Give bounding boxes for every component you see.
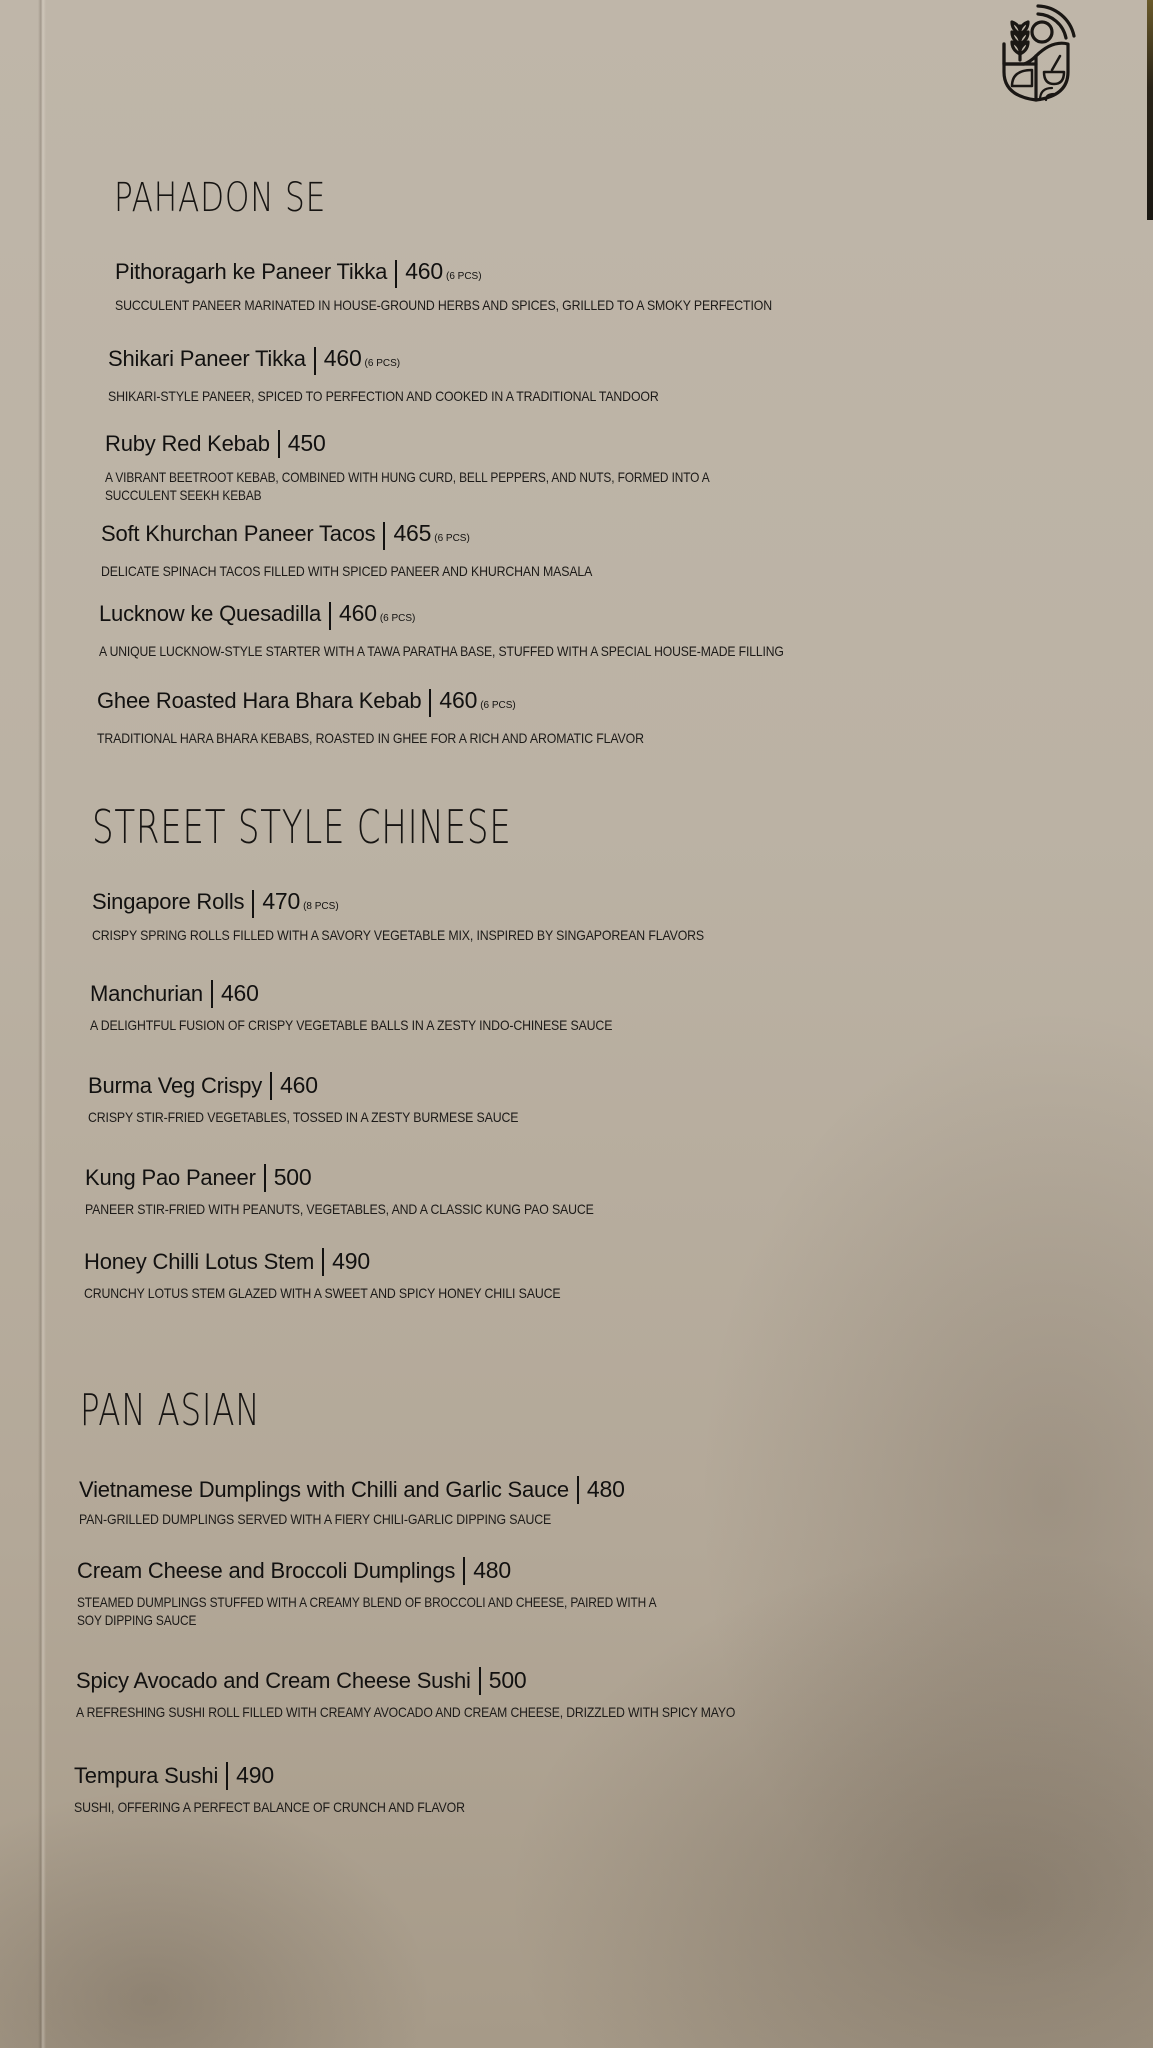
item-quantity: (8 PCS) [303,901,339,912]
section-title-pan-asian: PAN ASIAN [80,1385,261,1436]
item-price: 470 [262,888,301,914]
menu-item [97,687,718,747]
item-heading [105,430,816,458]
item-description: A UNIQUE LUCKNOW-STYLE STARTER WITH A TAWA PARATHA BASE, STUFFED WITH A SPECIAL HOUSE-MADE FILLING [99,643,784,659]
item-heading [101,520,659,552]
separator [479,1667,481,1695]
item-description-line: A VIBRANT BEETROOT KEBAB, COMBINED WITH HUNG CURD, BELL PEPPERS, AND NUTS, FORMED INTO A [105,469,710,485]
menu-item [108,345,734,405]
separator [395,260,397,288]
menu-item [105,430,816,504]
separator [314,347,316,375]
item-name: Tempura Sushi [74,1763,219,1788]
separator [383,522,385,550]
item-price: 480 [473,1557,511,1583]
separator [278,430,280,458]
separator [577,1476,579,1504]
item-name: Ghee Roasted Hara Bhara Kebab [97,688,422,713]
section-title-street-style-chinese: STREET STYLE CHINESE [92,800,512,854]
item-price: 465 [393,520,432,546]
item-description: PANEER STIR-FRIED WITH PEANUTS, VEGETABLES, AND A CLASSIC KUNG PAO SAUCE [85,1201,594,1217]
separator [322,1248,324,1276]
item-heading [99,600,886,632]
menu-item [90,980,684,1034]
separator [226,1762,228,1790]
item-price: 460 [439,687,478,713]
item-name: Lucknow ke Quesadilla [99,601,322,626]
item-name: Cream Cheese and Broccoli Dumplings [77,1558,456,1583]
separator [211,980,213,1008]
item-name: Spicy Avocado and Cream Cheese Sushi [76,1668,471,1693]
item-price: 460 [339,600,377,626]
item-name: Shikari Paneer Tikka [108,346,306,371]
menu-item [115,258,862,314]
item-price: 490 [332,1248,370,1274]
item-heading [76,1667,834,1695]
item-name: Manchurian [90,981,203,1006]
item-heading [97,687,718,719]
item-price: 490 [236,1762,274,1788]
item-description: SUCCULENT PANEER MARINATED IN HOUSE-GROUND HERBS AND SPICES, GRILLED TO A SMOKY PERFECTION [115,297,772,313]
item-heading [85,1164,663,1192]
item-name: Vietnamese Dumplings with Chilli and Garlic Sauce [79,1477,569,1502]
item-heading [115,258,862,290]
item-heading [74,1762,518,1790]
page-fold-crease [38,0,46,2048]
item-heading [79,1476,625,1504]
menu-item [77,1557,759,1629]
item-description: A DELIGHTFUL FUSION OF CRISPY VEGETABLE BALLS IN A ZESTY INDO-CHINESE SAUCE [90,1017,613,1033]
background-edge [1147,0,1153,220]
item-name: Honey Chilli Lotus Stem [84,1249,315,1274]
separator [264,1164,266,1192]
item-name: Ruby Red Kebab [105,431,270,456]
menu-item [101,520,659,580]
item-name: Burma Veg Crispy [88,1073,263,1098]
item-description: CRISPY STIR-FRIED VEGETABLES, TOSSED IN A ZESTY BURMESE SAUCE [88,1109,519,1125]
item-description: A REFRESHING SUSHI ROLL FILLED WITH CREAMY AVOCADO AND CREAM CHEESE, DRIZZLED WITH SPICY MAYO [76,1704,736,1720]
menu-item [74,1762,518,1816]
item-heading [92,888,787,920]
item-price: 500 [273,1164,312,1190]
item-price: 460 [280,1072,318,1098]
item-description-line: STEAMED DUMPLINGS STUFFED WITH A CREAMY BLEND OF BROCCOLI AND CHEESE, PAIRED WITH A [77,1594,657,1610]
item-description: CRUNCHY LOTUS STEM GLAZED WITH A SWEET AND SPICY HONEY CHILI SAUCE [84,1285,561,1301]
item-heading [84,1248,625,1276]
item-name: Pithoragarh ke Paneer Tikka [115,259,388,284]
menu-item [76,1667,834,1721]
item-quantity: (6 PCS) [434,533,470,544]
item-quantity: (6 PCS) [379,613,416,624]
item-heading [90,980,684,1008]
separator [270,1072,272,1100]
item-heading [77,1557,759,1585]
item-description-line: SOY DIPPING SAUCE [77,1612,197,1628]
menu-item [92,888,787,944]
separator [463,1557,465,1585]
item-description: TRADITIONAL HARA BHARA KEBABS, ROASTED IN GHEE FOR A RICH AND AROMATIC FLAVOR [97,730,644,746]
item-price: 500 [488,1667,527,1693]
section-title-pahadon-se: PAHADON SE [114,175,327,221]
item-heading [88,1072,577,1100]
menu-item [84,1248,625,1302]
item-quantity: (6 PCS) [364,358,401,369]
item-price: 460 [323,345,362,371]
item-name: Soft Khurchan Paneer Tacos [101,521,376,546]
item-description: CRISPY SPRING ROLLS FILLED WITH A SAVORY VEGETABLE MIX, INSPIRED BY SINGAPOREAN FLAVORS [92,927,705,943]
separator [252,890,254,918]
item-description [77,1593,656,1629]
item-description: PAN-GRILLED DUMPLINGS SERVED WITH A FIERY CHILI-GARLIC DIPPING SAUCE [79,1511,552,1527]
item-description: SUSHI, OFFERING A PERFECT BALANCE OF CRUNCH AND FLAVOR [74,1799,465,1815]
separator [329,602,331,630]
item-heading [108,345,734,377]
item-name: Singapore Rolls [92,889,245,914]
item-description [105,468,710,504]
item-description-line: SUCCULENT SEEKH KEBAB [105,487,262,503]
item-quantity: (6 PCS) [445,271,482,282]
item-description: SHIKARI-STYLE PANEER, SPICED TO PERFECTION AND COOKED IN A TRADITIONAL TANDOOR [108,388,659,404]
item-description: DELICATE SPINACH TACOS FILLED WITH SPICED PANEER AND KHURCHAN MASALA [101,563,593,579]
separator [429,689,431,717]
item-price: 460 [405,258,443,284]
menu-item [79,1476,625,1528]
menu-item [85,1164,663,1218]
item-price: 450 [287,430,326,456]
item-price: 480 [586,1476,625,1502]
menu-item [88,1072,577,1126]
item-name: Kung Pao Paneer [85,1165,256,1190]
menu-item [99,600,886,660]
restaurant-logo-icon [996,4,1076,104]
item-price: 460 [220,980,259,1006]
item-quantity: (6 PCS) [480,700,516,711]
